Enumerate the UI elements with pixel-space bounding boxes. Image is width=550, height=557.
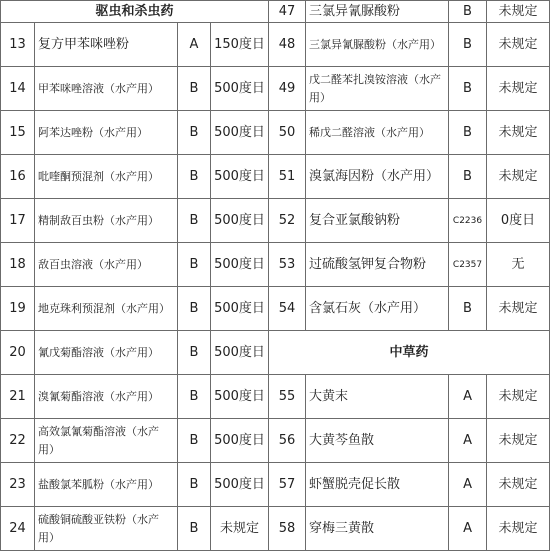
withdrawal-period: 500度日 [211, 331, 269, 375]
drug-class: A [449, 419, 487, 463]
row-number: 14 [1, 67, 35, 111]
row-number: 47 [269, 1, 306, 23]
row-number: 56 [269, 419, 306, 463]
withdrawal-period: 未规定 [487, 23, 550, 67]
table-row [1, 419, 550, 463]
row-number: 13 [1, 23, 35, 67]
row-number: 17 [1, 199, 35, 243]
withdrawal-period: 无 [487, 243, 550, 287]
drug-name: 大黄末 [306, 375, 449, 419]
drug-name: 过硫酸氢钾复合物粉 [306, 243, 449, 287]
withdrawal-period: 未规定 [487, 1, 550, 23]
withdrawal-period: 未规定 [487, 67, 550, 111]
withdrawal-period: 未规定 [487, 419, 550, 463]
row-number: 54 [269, 287, 306, 331]
drug-name: 溴氰菊酯溶液（水产用） [35, 375, 178, 419]
drug-class: B [449, 23, 487, 67]
table-row [1, 507, 550, 551]
drug-name: 盐酸氯苯胍粉（水产用） [35, 463, 178, 507]
row-number: 19 [1, 287, 35, 331]
withdrawal-period: 未规定 [487, 111, 550, 155]
withdrawal-period: 未规定 [487, 463, 550, 507]
withdrawal-period: 500度日 [211, 419, 269, 463]
withdrawal-period: 未规定 [487, 375, 550, 419]
withdrawal-period: 500度日 [211, 463, 269, 507]
drug-class: A [449, 507, 487, 551]
drug-class: B [178, 111, 211, 155]
table-row [1, 375, 550, 419]
drug-class: B [178, 67, 211, 111]
drug-class: C2236 [449, 199, 487, 243]
withdrawal-period: 500度日 [211, 375, 269, 419]
drug-class: B [449, 111, 487, 155]
withdrawal-period: 0度日 [487, 199, 550, 243]
drug-class: B [178, 243, 211, 287]
table-body [1, 1, 550, 551]
drug-name: 甲苯咪唑溶液（水产用） [35, 67, 178, 111]
row-number: 55 [269, 375, 306, 419]
drug-class: B [178, 155, 211, 199]
table-row [1, 155, 550, 199]
table-row [1, 1, 550, 23]
table-row [1, 463, 550, 507]
drug-name: 稀戊二醛溶液（水产用） [306, 111, 449, 155]
drug-name: 三氯异氰脲酸粉（水产用） [306, 23, 449, 67]
withdrawal-period: 500度日 [211, 243, 269, 287]
drug-name: 大黄芩鱼散 [306, 419, 449, 463]
table-row [1, 111, 550, 155]
section-header-herbal: 中草药 [269, 331, 550, 375]
drug-name: 敌百虫溶液（水产用） [35, 243, 178, 287]
drug-name: 复方甲苯咪唑粉 [35, 23, 178, 67]
drug-class: B [178, 507, 211, 551]
drug-class: B [178, 199, 211, 243]
withdrawal-period: 500度日 [211, 67, 269, 111]
row-number: 20 [1, 331, 35, 375]
drug-class: B [178, 331, 211, 375]
drug-name: 含氯石灰（水产用） [306, 287, 449, 331]
drug-name: 阿苯达唑粉（水产用） [35, 111, 178, 155]
table-row [1, 67, 550, 111]
drug-name: 地克珠利预混剂（水产用） [35, 287, 178, 331]
drug-name: 吡喹酮预混剂（水产用） [35, 155, 178, 199]
drug-class: A [449, 463, 487, 507]
row-number: 50 [269, 111, 306, 155]
row-number: 24 [1, 507, 35, 551]
drug-class: A [178, 23, 211, 67]
drug-name: 复合亚氯酸钠粉 [306, 199, 449, 243]
row-number: 52 [269, 199, 306, 243]
drug-class: A [449, 375, 487, 419]
drug-name: 硫酸铜硫酸亚铁粉（水产用） [35, 507, 178, 551]
table-row [1, 331, 550, 375]
table-row [1, 287, 550, 331]
withdrawal-period: 未规定 [487, 287, 550, 331]
table-row [1, 243, 550, 287]
drug-name: 溴氯海因粉（水产用） [306, 155, 449, 199]
row-number: 23 [1, 463, 35, 507]
row-number: 22 [1, 419, 35, 463]
table-row [1, 23, 550, 67]
drug-class: B [449, 1, 487, 23]
row-number: 18 [1, 243, 35, 287]
drug-name: 虾蟹脱壳促长散 [306, 463, 449, 507]
drug-class: C2357 [449, 243, 487, 287]
drug-class: B [449, 287, 487, 331]
row-number: 15 [1, 111, 35, 155]
drug-name: 戊二醛苯扎溴铵溶液（水产用） [306, 67, 449, 111]
table-row [1, 199, 550, 243]
row-number: 16 [1, 155, 35, 199]
drug-class: B [178, 375, 211, 419]
drug-name: 高效氯氰菊酯溶液（水产用） [35, 419, 178, 463]
withdrawal-period: 500度日 [211, 155, 269, 199]
drug-name: 穿梅三黄散 [306, 507, 449, 551]
row-number: 58 [269, 507, 306, 551]
withdrawal-period: 未规定 [487, 507, 550, 551]
row-number: 53 [269, 243, 306, 287]
row-number: 57 [269, 463, 306, 507]
withdrawal-period: 500度日 [211, 199, 269, 243]
drug-class: B [178, 419, 211, 463]
withdrawal-period: 500度日 [211, 287, 269, 331]
withdrawal-period: 未规定 [487, 155, 550, 199]
withdrawal-period: 未规定 [211, 507, 269, 551]
row-number: 51 [269, 155, 306, 199]
drug-class: B [449, 67, 487, 111]
drug-name: 精制敌百虫粉（水产用） [35, 199, 178, 243]
row-number: 48 [269, 23, 306, 67]
drug-name: 三氯异氰脲酸粉 [306, 1, 449, 23]
drug-class: B [178, 463, 211, 507]
drug-class: B [178, 287, 211, 331]
section-header-dewormer: 驱虫和杀虫药 [1, 1, 269, 23]
withdrawal-period: 500度日 [211, 111, 269, 155]
drug-name: 氰戊菊酯溶液（水产用） [35, 331, 178, 375]
withdrawal-period: 150度日 [211, 23, 269, 67]
row-number: 21 [1, 375, 35, 419]
row-number: 49 [269, 67, 306, 111]
drug-class: B [449, 155, 487, 199]
